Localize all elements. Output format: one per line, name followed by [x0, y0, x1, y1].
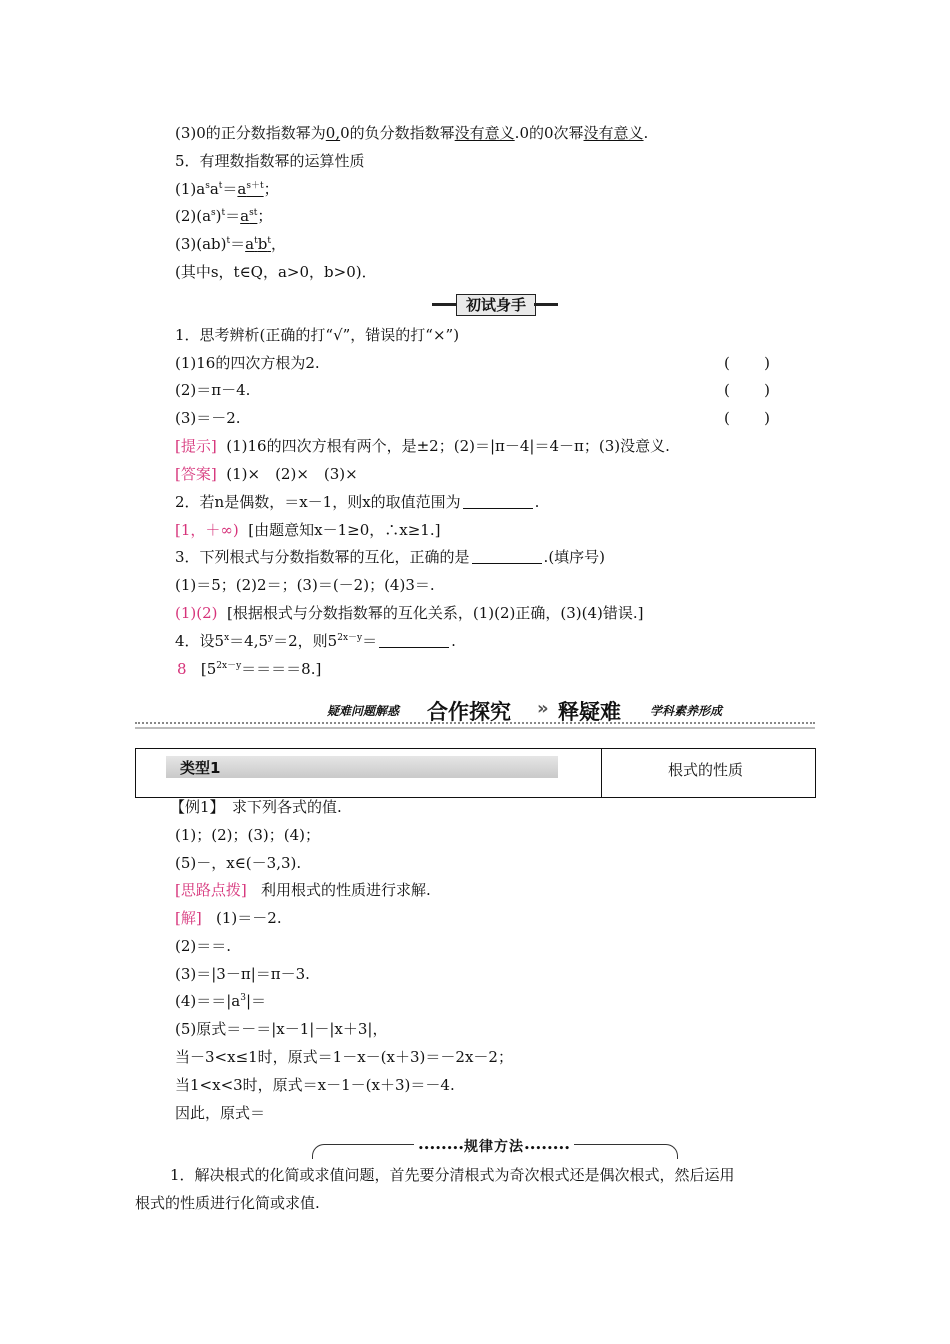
text: ＝: [225, 207, 241, 225]
answer-line: [175, 464, 358, 484]
answer-tag: 8: [177, 660, 187, 678]
text: (1)a: [175, 180, 206, 198]
superscript: 2x－y: [337, 633, 363, 643]
tip-line: [175, 880, 431, 900]
text: ＝: [222, 180, 238, 198]
rule-paragraph-line-2: 根式的性质进行化简或求值.: [135, 1194, 320, 1212]
answer-4: [177, 659, 321, 679]
paren-close: ): [764, 354, 770, 372]
text: (3)0的正分数指数幂为: [175, 124, 326, 142]
answer-tag: [答案]: [175, 465, 217, 483]
rule-3: [175, 234, 286, 254]
solution-line-4: [175, 991, 266, 1011]
answer-text: (1)× (2)× (3)×: [226, 465, 358, 483]
rule-1: [175, 179, 279, 199]
text: ＝＝＝＝8.]: [241, 660, 322, 678]
text: ，: [270, 235, 286, 253]
method-label: 规律方法: [464, 1139, 524, 1155]
text: a: [240, 207, 250, 225]
superscript: t: [254, 236, 258, 246]
answer-tag: (1)(2): [175, 604, 218, 622]
text: 2．若n是偶数，＝x－1，则x的取值范围为: [175, 493, 461, 511]
section-right-label: 学科素养形成: [650, 704, 723, 718]
banner-rule-right: [534, 303, 558, 306]
text: .: [451, 632, 456, 650]
section-left-label: 疑难问题解惑: [327, 704, 400, 718]
question-3: [175, 547, 605, 567]
text: .0的0次幂: [514, 124, 584, 142]
text: ): [215, 207, 222, 225]
fill-blank: [379, 633, 449, 648]
banner-rule-left: [432, 303, 456, 306]
hint-tag: [提示]: [175, 437, 217, 455]
hint-text: (1)16的四次方根有两个，是±2；(2)＝|π－4|＝4－π；(3)没意义.: [226, 437, 670, 455]
section-title-1: 合作探究: [427, 700, 511, 724]
heading-exponent-rules: 5．有理数指数幂的运算性质: [175, 152, 365, 170]
question-1-3: (3)＝－2.: [175, 409, 241, 427]
solution-case-2: 当1<x<3时，原式＝x－1－(x＋3)＝－4.: [175, 1076, 455, 1094]
answer-paren: [724, 353, 770, 373]
text: (2)(a: [175, 207, 212, 225]
text: .: [534, 493, 540, 511]
question-1-2: (2)＝π－4.: [175, 381, 251, 399]
text: ＝: [362, 632, 378, 650]
answer-paren: [724, 380, 770, 400]
answer-underline: [245, 235, 271, 253]
solution-line-3: (3)＝|3－π|＝π－3.: [175, 965, 310, 983]
superscript: 2x－y: [216, 661, 242, 671]
text: a: [237, 180, 247, 198]
superscript: t: [221, 208, 226, 218]
text: a: [209, 180, 219, 198]
method-label-bg: [414, 1139, 574, 1155]
text: ＝2，则5: [273, 632, 338, 650]
example-item-5: (5)－，x∈(－3,3).: [175, 854, 302, 872]
superscript: s: [205, 181, 210, 191]
answer-text: [由题意知x－1≥0，∴x≥1.]: [248, 521, 441, 539]
text: (4)＝＝|a: [175, 992, 241, 1010]
type-box: [135, 748, 816, 798]
type-tag: 类型1: [180, 759, 221, 777]
answer-text: [根据根式与分数指数幂的互化关系，(1)(2)正确，(3)(4)错误.]: [227, 604, 644, 622]
text: (3)(ab): [175, 235, 227, 253]
type-label-bar: [166, 756, 558, 778]
method-label-wrap: [312, 1136, 676, 1156]
tip-text: 利用根式的性质进行求解.: [261, 881, 431, 899]
type-title: 根式的性质: [668, 761, 744, 779]
text: ＝: [230, 235, 246, 253]
section-title-2: 释疑难: [558, 700, 621, 724]
text: |＝: [245, 992, 267, 1010]
paren-open: (: [724, 409, 730, 427]
answer-underline: [237, 180, 263, 198]
superscript: s＋t: [246, 181, 264, 191]
superscript: x: [224, 633, 230, 643]
try-yourself-banner: [432, 294, 558, 314]
solution-case-1: 当－3<x≤1时，原式＝1－x－(x＋3)＝－2x－2；: [175, 1048, 513, 1066]
solution-line-5: (5)原式＝－＝|x－1|－|x＋3|，: [175, 1020, 388, 1038]
example-items: (1)；(2)；(3)；(4)；: [175, 826, 320, 844]
paren-close: ): [764, 381, 770, 399]
solution-conclusion: 因此，原式＝: [175, 1104, 266, 1122]
section-header: [135, 696, 815, 724]
answer-underline: 没有意义: [583, 124, 644, 142]
text: ；: [257, 207, 273, 225]
section-divider: [135, 727, 815, 729]
arrow-icon: »: [537, 698, 549, 719]
text: [5: [200, 660, 217, 678]
question-1-1: (1)16的四次方根为2.: [175, 354, 320, 372]
superscript: 3: [240, 993, 246, 1003]
type-box-divider: [601, 749, 602, 797]
solution-text: (1)＝－2.: [216, 909, 282, 927]
rule-2: [175, 206, 272, 226]
section-divider-dotted: [135, 722, 815, 724]
solution-line-2: (2)＝＝.: [175, 937, 232, 955]
superscript: t: [226, 236, 231, 246]
question-2: [175, 492, 539, 512]
tip-tag: [思路点拨]: [175, 881, 247, 899]
answer-2: [175, 520, 440, 540]
rule-conditions: (其中s，t∈Q，a>0，b>0)．: [175, 263, 377, 281]
text: .: [643, 124, 649, 142]
text: ＝4,5: [229, 632, 269, 650]
superscript: y: [268, 633, 274, 643]
text: ；: [263, 180, 279, 198]
answer-3: [175, 603, 644, 623]
text: b: [257, 235, 268, 253]
question-4: [175, 631, 456, 651]
answer-tag: [1，＋∞): [175, 521, 239, 539]
hint-line: [175, 436, 670, 456]
solution-line-1: [175, 908, 282, 928]
question-1: 1．思考辨析(正确的打“√”，错误的打“×”): [175, 326, 460, 344]
superscript: t: [218, 181, 223, 191]
rule-paragraph-line-1: 1．解决根式的化简或求值问题，首先要分清根式为奇次根式还是偶次根式，然后运用: [170, 1166, 735, 1184]
text: a: [245, 235, 255, 253]
fill-blank: [463, 494, 533, 509]
exponent-zero-note: [175, 123, 648, 143]
dots-decoration: ••••••••: [417, 1144, 464, 1154]
answer-paren: [724, 408, 770, 428]
text: 0的负分数指数幂: [340, 124, 455, 142]
fill-blank: [472, 549, 542, 564]
text: 4．设5: [175, 632, 225, 650]
dots-decoration: ••••••••: [524, 1144, 571, 1154]
answer-underline: 没有意义: [454, 124, 515, 142]
superscript: s: [211, 208, 216, 218]
question-3-options: (1)＝5；(2)2＝；(3)＝(－2)；(4)3＝.: [175, 576, 435, 594]
answer-underline: 0,: [325, 124, 341, 142]
example-heading: 【例1】 求下列各式的值.: [170, 798, 342, 816]
answer-underline: [240, 207, 257, 225]
paren-close: ): [764, 409, 770, 427]
paren-open: (: [724, 354, 730, 372]
paren-open: (: [724, 381, 730, 399]
method-banner: [312, 1136, 676, 1160]
text: .(填序号): [543, 548, 606, 566]
banner-label: 初试身手: [456, 294, 536, 316]
text: 3．下列根式与分数指数幂的互化，正确的是: [175, 548, 470, 566]
superscript: st: [249, 208, 258, 218]
solution-tag: [解]: [175, 909, 202, 927]
superscript: t: [267, 236, 271, 246]
